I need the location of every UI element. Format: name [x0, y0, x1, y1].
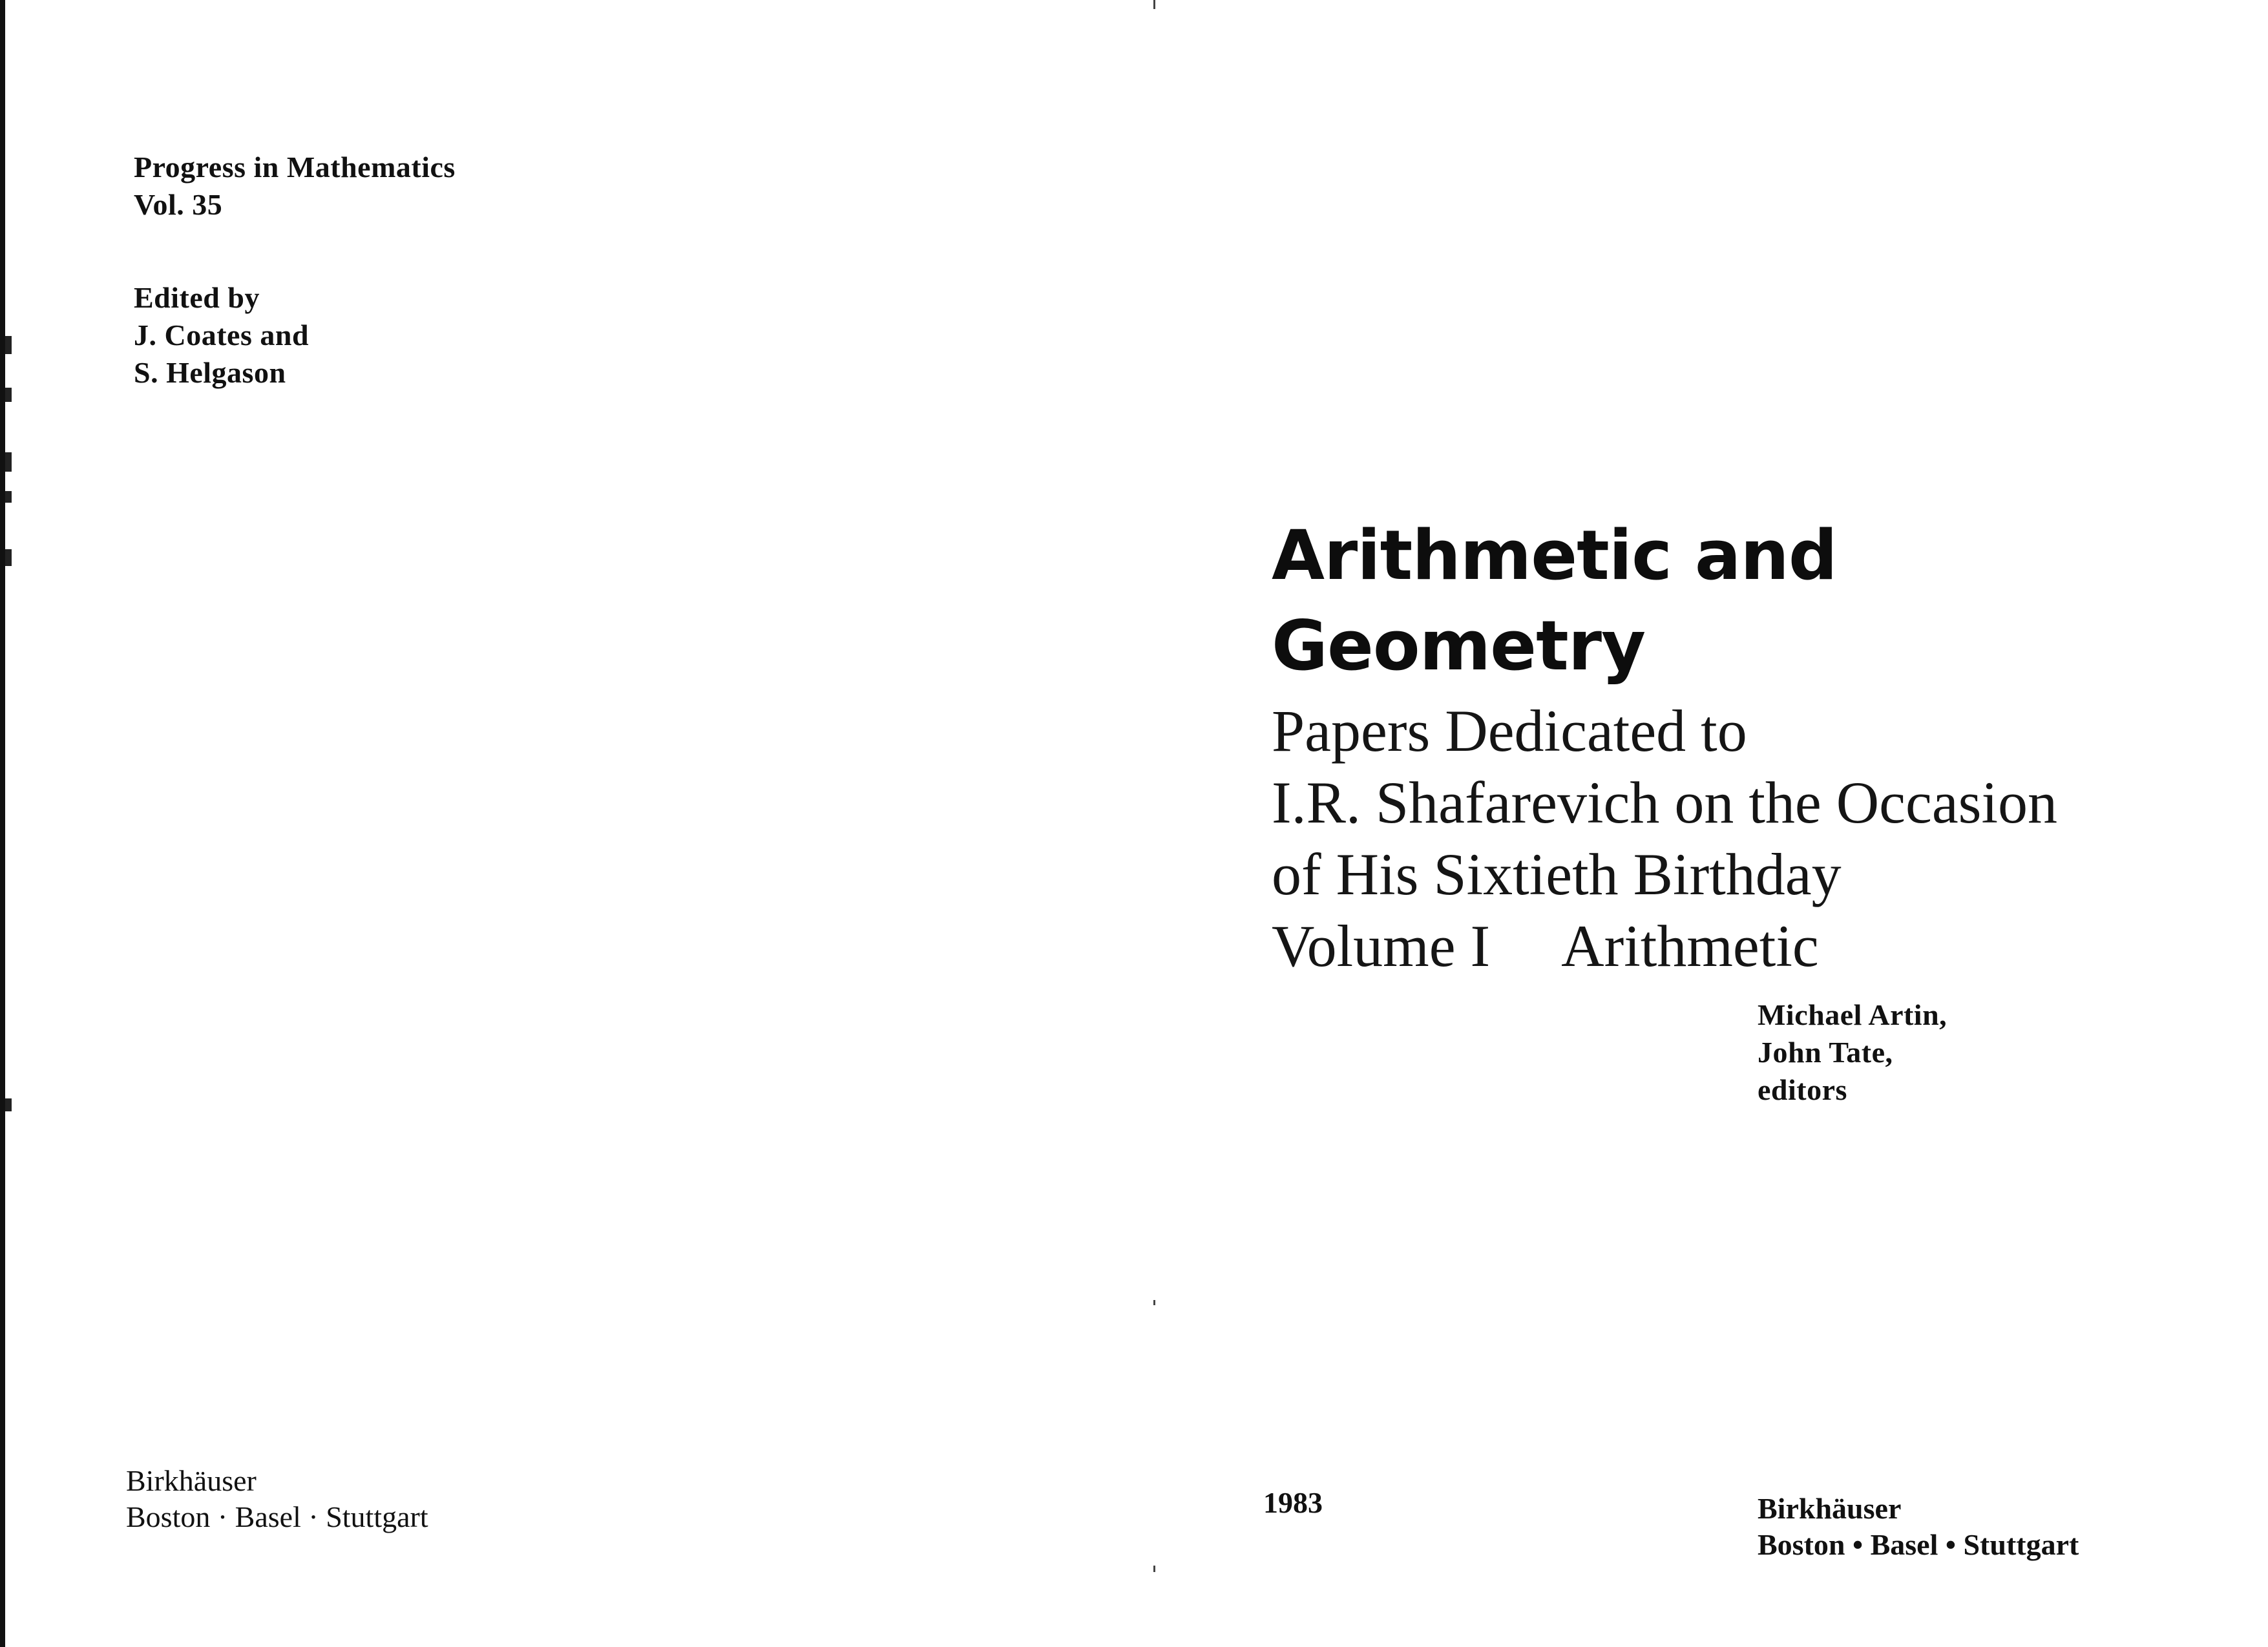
publisher-cities: Boston • Basel • Stuttgart [1758, 1528, 2079, 1561]
volume-name: Arithmetic [1561, 913, 1819, 979]
subtitle-line: I.R. Shafarevich on the Occasion [1272, 770, 2058, 835]
volume-editor: John Tate, [1758, 1036, 1893, 1069]
subtitle-line: Papers Dedicated to [1272, 698, 1747, 764]
series-editor: J. Coates and [134, 319, 310, 351]
series-editor: S. Helgason [134, 356, 286, 389]
series-editors [134, 279, 309, 392]
subtitle-line: of His Sixtieth Birthday [1272, 841, 1842, 907]
publisher-imprint-right [1758, 1491, 2079, 1563]
series-volume: Vol. 35 [134, 188, 223, 221]
book-title-line: Geometry [1272, 606, 1646, 686]
series-name: Progress in Mathematics [134, 151, 456, 184]
volume-editor: Michael Artin, [1758, 998, 1948, 1031]
title-block [1272, 510, 2057, 982]
publisher-cities: Boston · Basel · Stuttgart [126, 1500, 428, 1533]
publisher-imprint-left [126, 1463, 428, 1535]
book-title [1272, 510, 2057, 691]
publisher-name: Birkhäuser [1758, 1492, 1902, 1525]
book-title-line: Arithmetic and [1272, 516, 1837, 595]
editors-role: editors [1758, 1073, 1847, 1106]
series-editors-intro: Edited by [134, 281, 260, 314]
volume-line [1272, 910, 2057, 982]
volume-number: Volume I [1272, 913, 1491, 979]
publication-year: 1983 [1263, 1486, 1323, 1519]
series-info [134, 149, 456, 224]
book-subtitle [1272, 695, 2057, 982]
volume-editors [1758, 996, 1947, 1109]
publisher-name: Birkhäuser [126, 1464, 257, 1497]
